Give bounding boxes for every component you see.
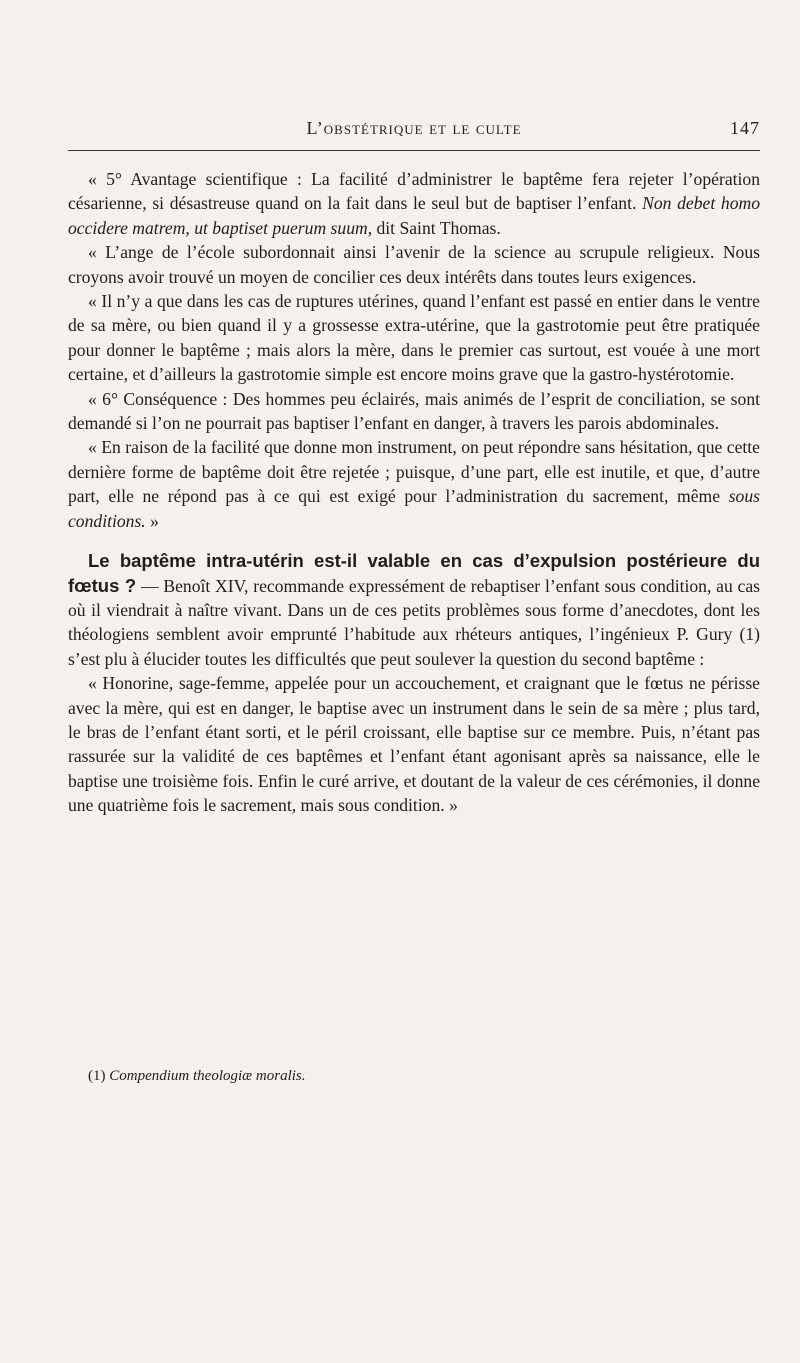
section-heading: Le baptême intra-utérin est-il valable en cas d’expulsion postérieure du fœtus ? [68,550,760,596]
footnote [88,1066,758,1086]
footnote-marker: (1) [88,1068,106,1084]
paragraph: « En raison de la facilité que donne mon instrument, on peut répondre sans hésitation, que cette dernière forme de baptême doit être rejetée ; puisque, d’une part, elle est inutile, et que, d’autre part, elle ne répond pas à ce qui est exigé pour l’administration du sacrement, même sous conditions. » [68,437,760,531]
page-number: 147 [730,118,760,138]
paragraph: « 6° Conséquence : Des hommes peu éclairés, mais animés de l’esprit de conciliation, se sont demandé si l’on ne pourrait pas baptiser l’enfant en danger, à travers les parois abdominales. [68,388,760,434]
main-text [68,167,760,818]
header-rule [68,150,760,151]
paragraph: « 5° Avantage scientifique : La facilité d’administrer le baptême fera rejeter l’opération césarienne, si désastreuse quand on la fait dans le seul but de baptiser l’enfant. Non debet homo occidere matrem, ut baptiset puerum suum, dit Saint Thomas. [68,169,761,238]
footnote-text: Compendium theologiæ moralis. [109,1068,306,1084]
paragraph: « L’ange de l’école subordonnait ainsi l’avenir de la science au scrupule religieux. Nous croyons avoir trouvé un moyen de concilier ces deux intérêts dans toutes leurs exigences. [68,242,760,287]
running-title: L’obstétrique et le culte [306,118,522,138]
quote-paragraph: « Honorine, sage-femme, appelée pour un accouchement, et craignant que le fœtus ne périsse avec la mère, qui est en danger, le baptise avec un instrument dans le sein de sa mère ; plus tard, le bras de l’enfant étant sorti, et le péril croissant, elle baptise sur ce membre. Puis, n’étant pas rassurée sur la validité de ces baptêmes et l’enfant étant agonisant après sa naissance, elle le baptise une troisième fois. Enfin le curé arrive, et doutant de la valeur de ces cérémonies, il donne une quatrième fois le sacrement, mais sous condition. » [68,673,760,816]
running-header [68,118,760,142]
section-paragraph: Le baptême intra-utérin est-il valable en cas d’expulsion postérieure du fœtus ? — Benoît XIV, recommande expressément de rebaptiser l’enfant sous condition, au cas où il viendrait à naître vivant. Dans un de ces petits problèmes sous forme d’anecdotes, dont les théologiens semblent avoir emprunté l’habitude aux rhéteurs antiques, l’ingénieux P. Gury (1) s’est plu à élucider toutes les difficultés que peut soulever la question du second baptême : [68,550,761,669]
paragraph: « Il n’y a que dans les cas de ruptures utérines, quand l’enfant est passé en entier dans le ventre de sa mère, ou bien quand il y a grossesse extra-utérine, que la gastrotomie peut être pratiquée pour donner le baptême ; mais alors la mère, dans le premier cas surtout, est vouée à une mort certaine, et d’ailleurs la gastrotomie simple est encore moins grave que la gastro-hystérotomie. [68,291,760,385]
